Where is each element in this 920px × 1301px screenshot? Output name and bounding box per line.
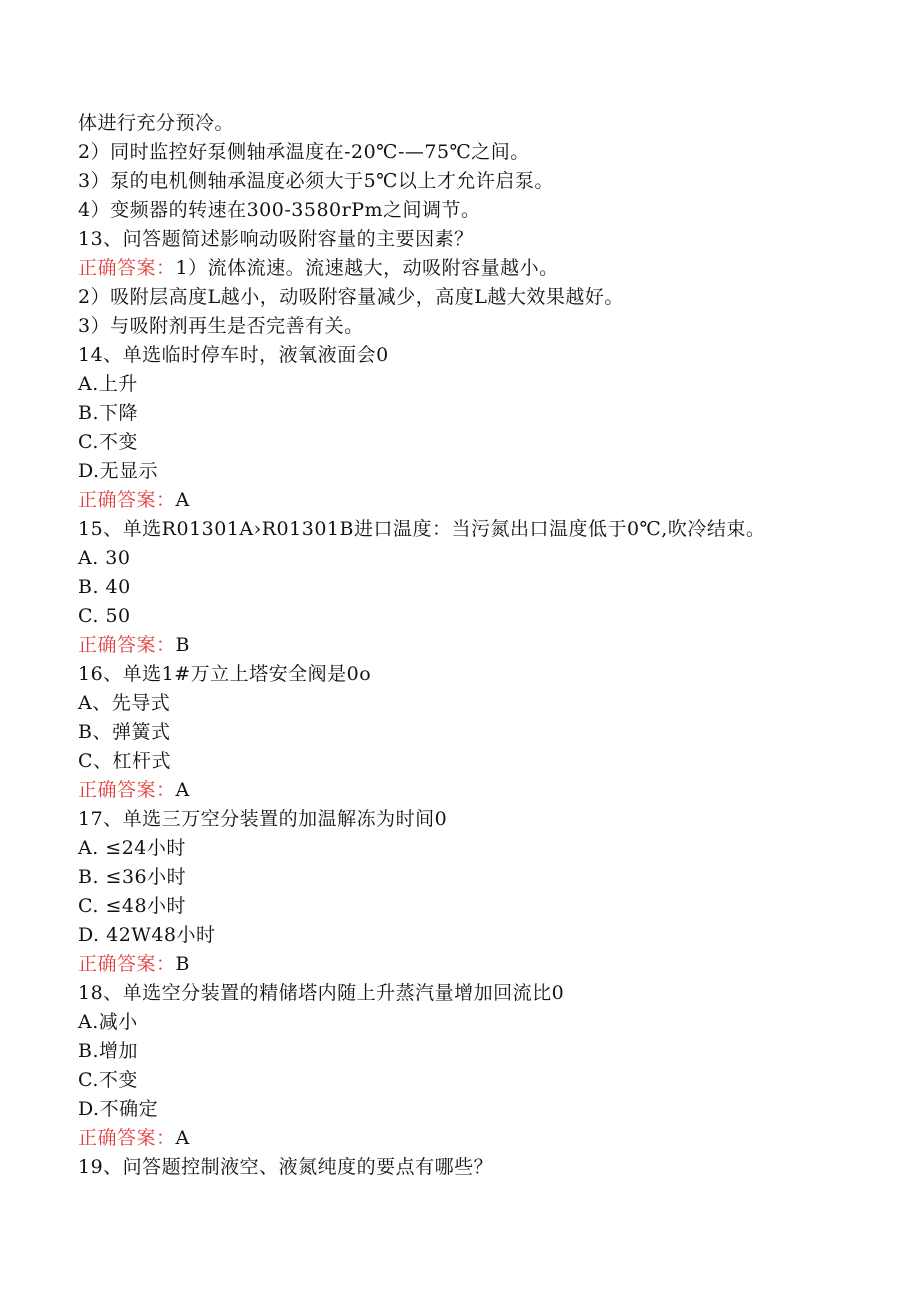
document-body bbox=[78, 109, 878, 1182]
answer-line bbox=[78, 631, 878, 660]
text-line: A. ≤24小时 bbox=[78, 837, 186, 859]
answer-label: 正确答案： bbox=[78, 257, 176, 279]
text-line: A、先导式 bbox=[78, 692, 171, 714]
text-line: 3）与吸附剂再生是否完善有关。 bbox=[78, 315, 364, 337]
text-line: D.不确定 bbox=[78, 1098, 159, 1120]
text-line: A. 30 bbox=[78, 547, 131, 569]
text-line: C. 50 bbox=[78, 605, 131, 627]
text-line: 2）吸附层高度L越小，动吸附容量减少，高度L越大效果越好。 bbox=[78, 286, 624, 308]
text-line: B. ≤36小时 bbox=[78, 866, 187, 888]
answer-label: 正确答案： bbox=[78, 779, 176, 801]
text-line: 16、单选1#万立上塔安全阀是0o bbox=[78, 663, 372, 685]
text-line: B.下降 bbox=[78, 402, 139, 424]
text-line: C.不变 bbox=[78, 431, 138, 453]
text-line: 4）变频器的转速在300-3580rPm之间调节。 bbox=[78, 199, 481, 221]
text-line: 15、单选R01301A›R01301B进口温度：当污氮出口温度低于0℃,吹冷结束。 bbox=[78, 518, 766, 540]
answer-value: A bbox=[175, 1127, 190, 1149]
text-line: A.上升 bbox=[78, 373, 138, 395]
text-line: C.不变 bbox=[78, 1069, 138, 1091]
answer-label: 正确答案： bbox=[78, 953, 176, 975]
answer-label: 正确答案： bbox=[78, 489, 176, 511]
answer-value: B bbox=[175, 953, 190, 975]
text-line: 3）泵的电机侧轴承温度必须大于5℃以上才允许启泵。 bbox=[78, 170, 554, 192]
text-line: C、杠杆式 bbox=[78, 750, 172, 772]
answer-value: 1）流体流速。流速越大，动吸附容量越小。 bbox=[175, 257, 559, 279]
answer-line bbox=[78, 776, 878, 805]
text-line: C. ≤48小时 bbox=[78, 895, 187, 917]
answer-line bbox=[78, 950, 878, 979]
text-line: A.减小 bbox=[78, 1011, 138, 1033]
answer-line bbox=[78, 254, 878, 283]
text-line: B. 40 bbox=[78, 576, 131, 598]
text-line: 13、问答题简述影响动吸附容量的主要因素？ bbox=[78, 228, 474, 250]
answer-value: A bbox=[175, 779, 190, 801]
text-line: 19、问答题控制液空、液氮纯度的要点有哪些？ bbox=[78, 1156, 494, 1178]
answer-line bbox=[78, 1124, 878, 1153]
text-line: D.无显示 bbox=[78, 460, 159, 482]
text-line: 体进行充分预冷。 bbox=[78, 112, 235, 134]
text-line: B、弹簧式 bbox=[78, 721, 171, 743]
answer-value: B bbox=[175, 634, 190, 656]
text-line: 17、单选三万空分装置的加温解冻为时间0 bbox=[78, 808, 448, 830]
answer-label: 正确答案： bbox=[78, 634, 176, 656]
text-line: 14、单选临时停车时，液氧液面会0 bbox=[78, 344, 389, 366]
answer-line bbox=[78, 486, 878, 515]
answer-value: A bbox=[175, 489, 190, 511]
text-line: B.增加 bbox=[78, 1040, 139, 1062]
text-line: 2）同时监控好泵侧轴承温度在-20℃-—75℃之间。 bbox=[78, 141, 530, 163]
answer-label: 正确答案： bbox=[78, 1127, 176, 1149]
text-line: 18、单选空分装置的精储塔内随上升蒸汽量增加回流比0 bbox=[78, 982, 565, 1004]
text-line: D. 42W48小时 bbox=[78, 924, 216, 946]
